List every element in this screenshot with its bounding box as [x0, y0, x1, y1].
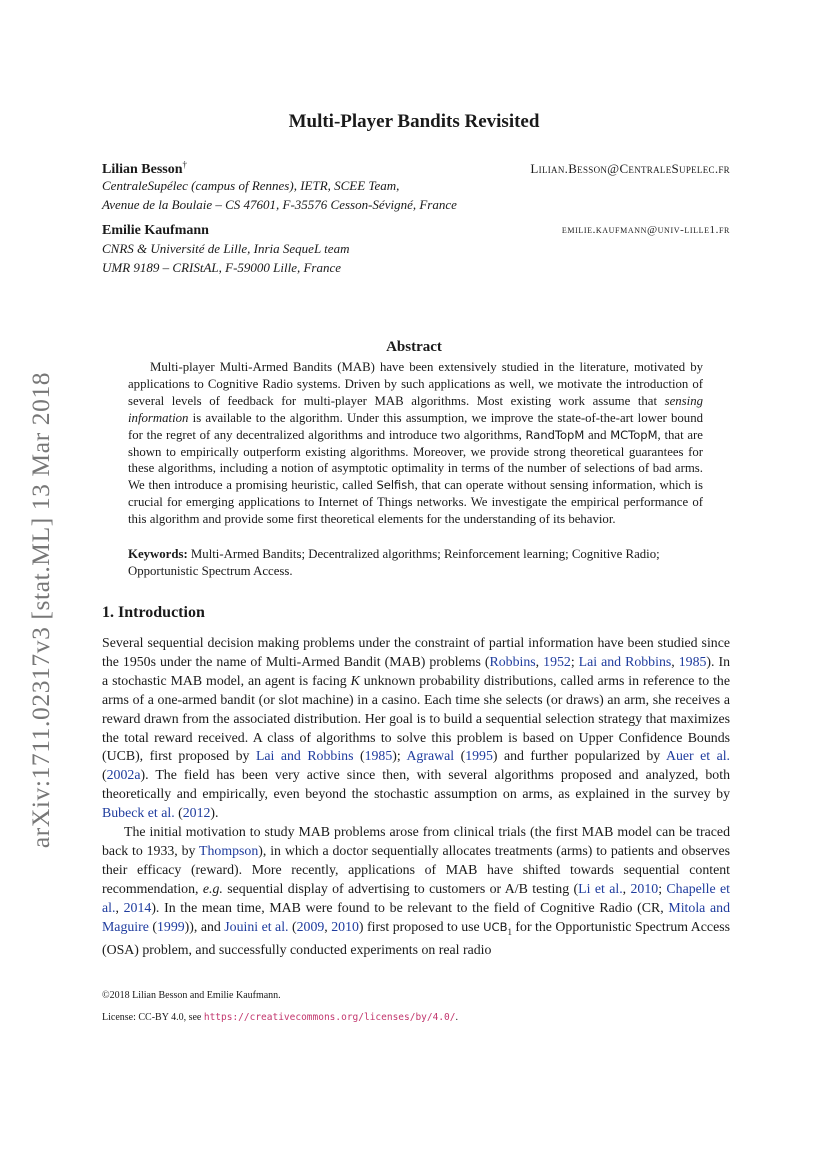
paragraph: The initial motivation to study MAB problems arose from clinical trials (the first MAB model can be traced back to 1933, by Thompson), in which a doctor sequentially allocates treatments (arms) to patients and observes their efficacy (reward). More recently, applications of MAB have shifted towards sequential content recommendation, e.g. sequential display of advertising to customers or A/B testing (Li et al., 2010; Chapelle et al., 2014). In the mean time, MAB were found to be relevant to the field of Cognitive Radio (CR, Mitola and Maguire (1999)), and Jouini et al. (2009, 2010) first proposed to use $UCB_1$ for the Opportunistic Spectrum Access (OSA) problem, and successfully conducted experiments on real radio: [102, 824, 730, 958]
arxiv-sidebar: [18, 0, 64, 1171]
math-symbol: K: [350, 672, 360, 688]
affiliation-line: CentraleSupélec (campus of Rennes), IETR, SCEE Team,: [102, 178, 400, 193]
citation-link[interactable]: Lai and Robbins: [578, 653, 672, 669]
author-email[interactable]: Lilian.Besson@CentraleSupelec.fr: [530, 161, 730, 176]
author-affiliation: [102, 239, 349, 277]
citation-link[interactable]: 2014: [123, 899, 152, 915]
citation-link[interactable]: 1985: [364, 748, 393, 764]
affiliation-line: CNRS & Université de Lille, Inria SequeL team: [102, 241, 350, 256]
copyright-notice: ©2018 Lilian Besson and Emilie Kaufmann.: [102, 990, 281, 1001]
citation-link[interactable]: 2009: [296, 918, 325, 934]
author-block-2: [102, 221, 209, 239]
citation-link[interactable]: Li et al.: [578, 880, 623, 896]
citation-link[interactable]: 2010: [630, 880, 659, 896]
math-symbol: e.g.: [202, 880, 223, 896]
citation-link[interactable]: Auer et al.: [665, 748, 731, 764]
license-link[interactable]: https://creativecommons.org/licenses/by/4.0/: [203, 1012, 456, 1023]
algorithm-name: MCTopM: [610, 427, 658, 442]
citation-link[interactable]: 2010: [331, 918, 359, 934]
citation-link[interactable]: 1999: [156, 918, 185, 934]
citation-link[interactable]: Jouini et al.: [224, 918, 289, 934]
section-heading: 1. Introduction: [102, 604, 205, 621]
citation-link[interactable]: Chapelle et al.: [102, 880, 730, 915]
subscript: 1: [507, 926, 512, 937]
citation-link[interactable]: 1995: [465, 748, 493, 764]
paragraph: Several sequential decision making problems under the constraint of partial information have been studied since the 1950s under the name of Multi-Armed Bandit (MAB) problems (Robbins, 1952; Lai and Robbins, 1985). In a stochastic MAB model, an agent is facing K unknown probability distributions, called arms in reference to the arms of a one-armed bandit (or slot machine) in a casino. Each time she selects (or draws) an arm, she receives a reward drawn from the associated distribution. Her goal is to build a sequential selection strategy that maximizes the total reward received. A class of algorithms to solve this problem is based on Upper Confidence Bounds (UCB), first proposed by Lai and Robbins (1985); Agrawal (1995) and further popularized by Auer et al. (2002a). The field has been very active since then, with several algorithms proposed and analyzed, both theoretically and empirically, even beyond the stochastic assumption on arms, as explained in the survey by Bubeck et al. (2012).: [102, 635, 731, 821]
citation-link[interactable]: Lai and Robbins: [255, 748, 354, 764]
body-text: [102, 634, 730, 960]
footnote-mark: †: [182, 159, 188, 169]
abstract-heading: Abstract: [386, 339, 442, 355]
citation-link[interactable]: 1985: [678, 653, 707, 669]
author-block-1: [102, 159, 187, 178]
author-affiliation: [102, 176, 457, 214]
author-name: Emilie Kaufmann: [102, 223, 209, 238]
license-notice: License: CC-BY 4.0, see https://creativecommons.org/licenses/by/4.0/.: [102, 1012, 459, 1023]
abstract-body: Multi-player Multi-Armed Bandits (MAB) have been extensively studied in the literature, motivated by applications to Cognitive Radio systems. Driven by such applications as well, we motivate the introduction of several levels of feedback for multi-player MAB algorithms. Most existing work assume that sensing information is available to the algorithm. Under this assumption, we improve the state-of-the-art lower bound for the regret of any decentralized algorithms and introduce two algorithms, RandTopM and MCTopM, that are shown to empirically outperform existing algorithms. Moreover, we provide strong theoretical guarantees for these algorithms, including a notion of asymptotic optimality in terms of the number of selections of bad arms. We then introduce a promising heuristic, called Selfish, that can operate without sensing information, which is crucial for emerging applications to Internet of Things networks. We investigate the empirical performance of this algorithm and provide some first theoretical elements for the understanding of its behavior.: [128, 360, 703, 527]
affiliation-line: Avenue de la Boulaie – CS 47601, F-35576 Cesson-Sévigné, France: [102, 197, 457, 212]
keywords: [128, 546, 703, 580]
algorithm-name: UCB: [483, 919, 508, 934]
arxiv-identifier: arXiv:1711.02317v3 [stat.ML] 13 Mar 2018: [26, 371, 55, 849]
citation-link[interactable]: Bubeck et al.: [102, 805, 175, 821]
affiliation-line: UMR 9189 – CRIStAL, F-59000 Lille, France: [102, 260, 342, 275]
keywords-label: Keywords:: [128, 547, 188, 561]
author-email[interactable]: emilie.kaufmann@univ-lille1.fr: [561, 224, 730, 236]
citation-link[interactable]: 2002a: [106, 767, 141, 783]
emphasis: sensing information: [128, 393, 703, 425]
citation-link[interactable]: 1952: [543, 653, 571, 669]
citation-link[interactable]: Thompson: [199, 842, 259, 858]
citation-link[interactable]: Mitola and Maguire: [102, 899, 730, 934]
citation-link[interactable]: Robbins: [489, 653, 536, 669]
keywords-list: Multi-Armed Bandits; Decentralized algorithms; Reinforcement learning; Cognitive Radio; Opportunistic Spectrum Access.: [128, 547, 660, 578]
author-name: Lilian Besson†: [102, 159, 188, 177]
citation-link[interactable]: Agrawal: [406, 748, 455, 764]
algorithm-name: RandTopM: [525, 427, 585, 442]
algorithm-name: Selfish: [376, 478, 415, 493]
paper-title: Multi-Player Bandits Revisited: [288, 111, 540, 132]
citation-link[interactable]: 2012: [182, 805, 211, 821]
